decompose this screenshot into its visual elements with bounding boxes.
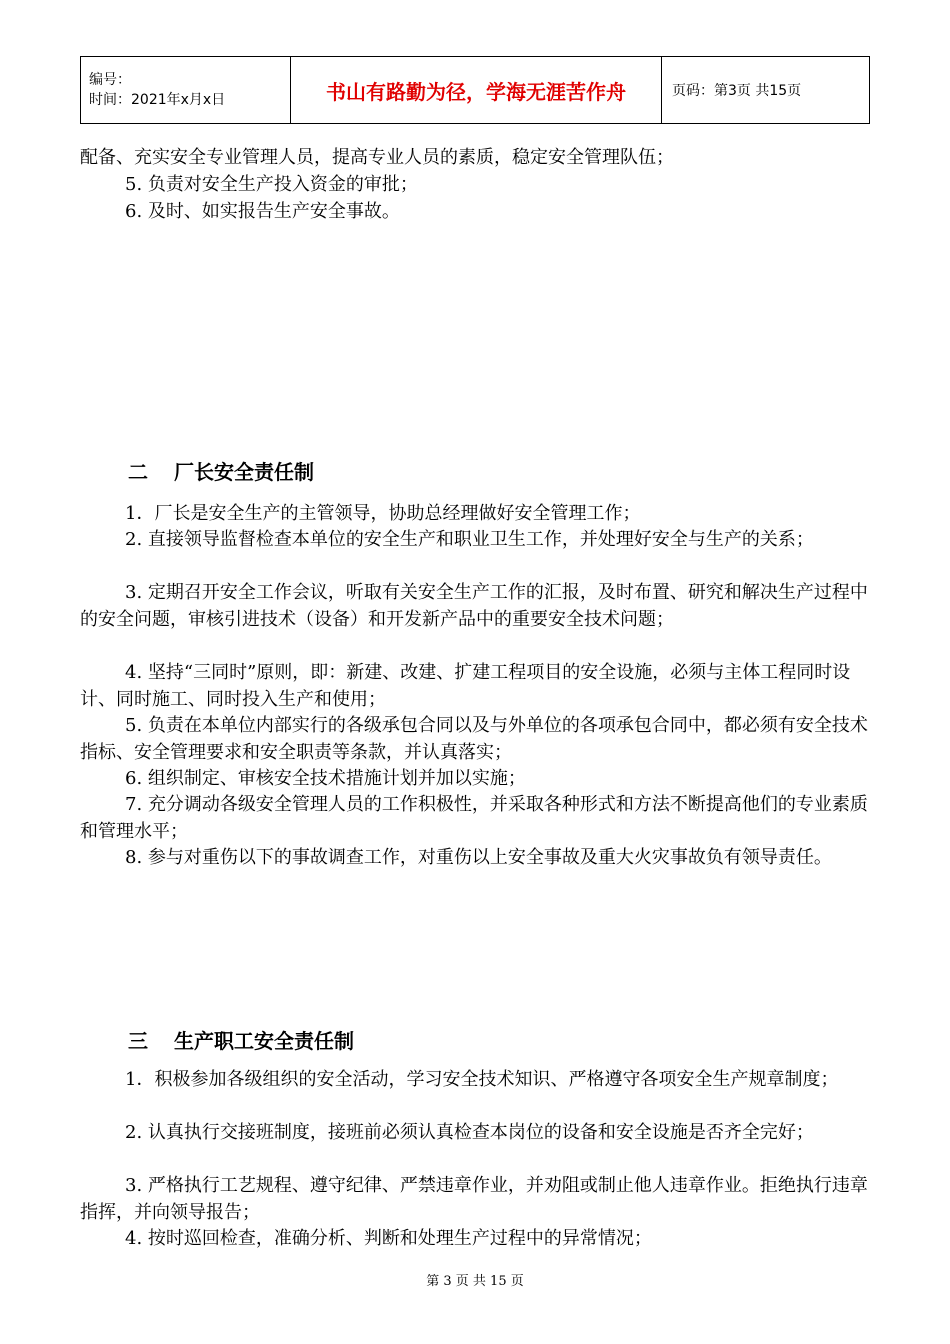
section-heading bbox=[128, 456, 314, 485]
list-item: 1．积极参加各级组织的安全活动，学习安全技术知识、严格遵守各项安全生产规章制度； bbox=[125, 1069, 839, 1090]
paragraph: 6. 及时、如实报告生产安全事故。 bbox=[125, 201, 400, 222]
list-item: 3. 严格执行工艺规程、遵守纪律、严禁违章作业，并劝阻或制止他人违章作业。拒绝执行违章指挥，并向领导报告； bbox=[80, 1175, 868, 1223]
header-table bbox=[80, 56, 870, 124]
list-item: 8. 参与对重伤以下的事故调查工作，对重伤以上安全事故及重大火灾事故负有领导责任。 bbox=[125, 847, 832, 868]
number-label: 编号： bbox=[89, 72, 131, 88]
time-label: 时间：2021年x月x日 bbox=[89, 92, 226, 108]
section-title: 厂长安全责任制 bbox=[174, 460, 314, 484]
header-motto: 书山有路勤为径，学海无涯苦作舟 bbox=[291, 57, 662, 124]
section-title: 生产职工安全责任制 bbox=[174, 1029, 354, 1053]
list-item: 2. 认真执行交接班制度，接班前必须认真检查本岗位的设备和安全设施是否齐全完好； bbox=[125, 1122, 814, 1143]
section-number: 三 bbox=[128, 1029, 148, 1053]
list-item: 4. 按时巡回检查，准确分析、判断和处理生产过程中的异常情况； bbox=[125, 1228, 652, 1249]
list-item: 4. 坚持“三同时”原则，即：新建、改建、扩建工程项目的安全设施，必须与主体工程同时设计、同时施工、同时投入生产和使用； bbox=[80, 662, 851, 710]
list-item: 5. 负责在本单位内部实行的各级承包合同以及与外单位的各项承包合同中，都必须有安全技术指标、安全管理要求和安全职责等条款，并认真落实； bbox=[80, 715, 868, 763]
list-item: 1．厂长是安全生产的主管领导，协助总经理做好安全管理工作； bbox=[125, 503, 641, 524]
paragraph: 配备、充实安全专业管理人员，提高专业人员的素质，稳定安全管理队伍； bbox=[80, 147, 674, 168]
paragraph: 5. 负责对安全生产投入资金的审批； bbox=[125, 174, 418, 195]
section-number: 二 bbox=[128, 460, 148, 484]
list-item: 7. 充分调动各级安全管理人员的工作积极性，并采取各种形式和方法不断提高他们的专业素质和管理水平； bbox=[80, 794, 868, 842]
list-item: 3. 定期召开安全工作会议，听取有关安全生产工作的汇报，及时布置、研究和解决生产过程中的安全问题，审核引进技术（设备）和开发新产品中的重要安全技术问题； bbox=[80, 582, 868, 630]
list-item: 2. 直接领导监督检查本单位的安全生产和职业卫生工作，并处理好安全与生产的关系； bbox=[125, 529, 814, 550]
list-item: 6. 组织制定、审核安全技术措施计划并加以实施； bbox=[125, 768, 526, 789]
section-heading bbox=[128, 1025, 354, 1054]
header-page-info: 页码：第3页 共15页 bbox=[662, 57, 870, 124]
header-meta bbox=[81, 57, 291, 124]
page-footer: 第 3 页 共 15 页 bbox=[426, 1274, 524, 1289]
